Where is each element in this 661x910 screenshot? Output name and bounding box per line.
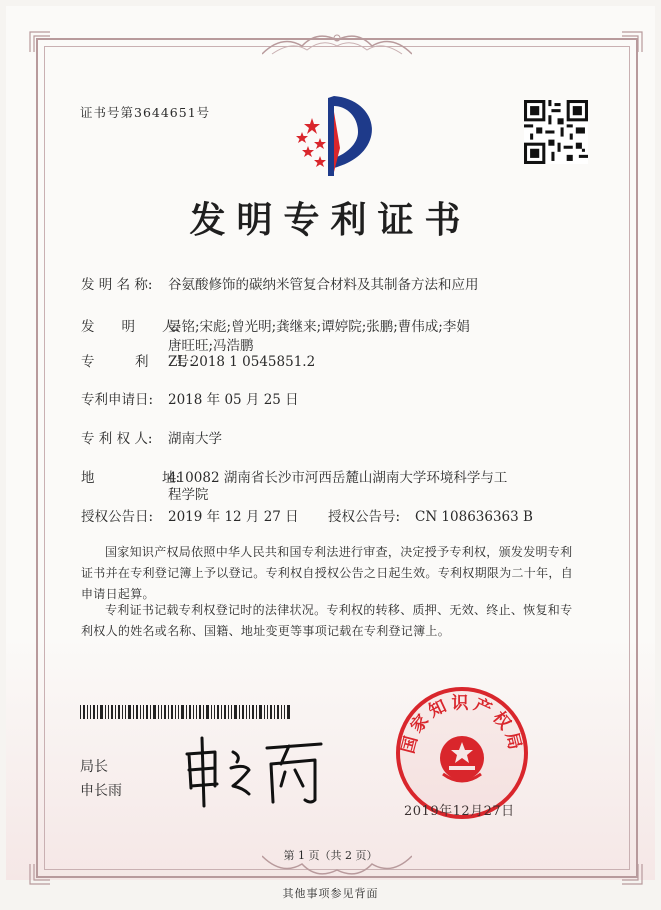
handwritten-signature (175, 730, 335, 810)
signatory-name: 申长雨 (80, 783, 122, 799)
field-label: 地 址: (81, 470, 181, 486)
grant-number-value: CN 108636363 B (415, 509, 533, 525)
certificate-number: 证书号第3644651号 (80, 105, 211, 120)
corner-ornament (28, 862, 52, 886)
patent-number-value: ZL 2018 1 0545851.2 (168, 354, 316, 370)
application-date-value: 2018 年 05 月 25 日 (168, 392, 299, 408)
legal-paragraph: 国家知识产权局依照中华人民共和国专利法进行审查，决定授予专利权，颁发发明专利证书并在专利登记簿上予以登记。专利权自授权公告之日起生效。专利权期限为二十年，自申请日起算。 (81, 545, 574, 601)
field-label: 专 利 权 人: (81, 431, 153, 447)
field-label: 发 明 名 称: (81, 277, 153, 293)
page-number: 第 1 页（共 2 页） (283, 849, 378, 862)
qr-code-icon (524, 100, 588, 164)
field-label: 授权公告号: (328, 509, 401, 525)
field-label: 发 明 人: (81, 319, 181, 335)
certificate-title: 发明专利证书 (189, 199, 472, 241)
corner-ornament (620, 862, 644, 886)
field-label: 授权公告日: (81, 509, 154, 525)
invention-name-value: 谷氨酸修饰的碳纳米管复合材料及其制备方法和应用 (168, 277, 479, 293)
corner-ornament (620, 30, 644, 54)
corner-ornament (28, 30, 52, 54)
field-label: 专利申请日: (81, 392, 154, 408)
legal-paragraph: 专利证书记载专利权登记时的法律状况。专利权的转移、质押、无效、终止、恢复和专利权人的姓名或名称、国籍、地址变更等事项记载在专利登记簿上。 (81, 603, 573, 638)
patentee-value: 湖南大学 (168, 431, 222, 447)
seal-date: 2019年12月27日 (404, 804, 515, 819)
patent-office-emblem-icon (282, 88, 382, 178)
inventors-value: 晏铭;宋彪;曾光明;龚继来;谭婷院;张鹏;曹伟成;李娟 (168, 319, 470, 335)
signatory-title: 局长 (80, 759, 108, 775)
inventors-value-line2: 唐旺旺;冯浩鹏 (168, 338, 254, 354)
footer-note: 其他事项参见背面 (282, 887, 379, 900)
top-ornament (262, 28, 412, 56)
barcode-icon (80, 705, 290, 719)
field-label: 专 利 号: (81, 354, 194, 370)
seal-text: 国家知识产权局 (398, 693, 526, 756)
address-value-line2: 程学院 (168, 487, 209, 503)
address-value: 410082 湖南省长沙市河西岳麓山湖南大学环境科学与工 (168, 470, 508, 486)
grant-date-value: 2019 年 12 月 27 日 (168, 509, 299, 525)
